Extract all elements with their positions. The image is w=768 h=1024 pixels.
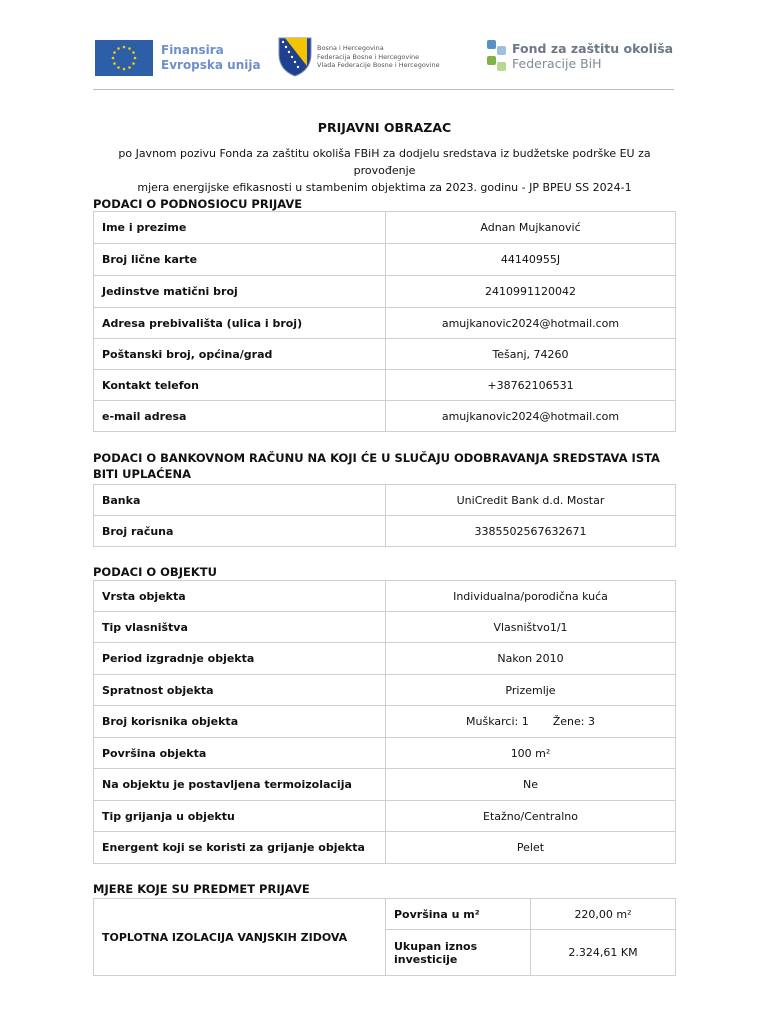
bih-logo-line3: Vlada Federacije Bosne i Hercegovine <box>317 61 440 69</box>
row-value: 100 m² <box>386 738 676 769</box>
row-label: Poštanski broj, općina/grad <box>94 339 386 370</box>
object-table <box>93 580 676 864</box>
eu-funding-logo <box>95 40 261 76</box>
bank-table <box>93 484 676 547</box>
measure-name: TOPLOTNA IZOLACIJA VANJSKIH ZIDOVA <box>94 899 386 976</box>
object-section-heading: PODACI O OBJEKTU <box>93 565 217 579</box>
row-value: 44140955J <box>386 244 676 276</box>
row-value: Nakon 2010 <box>386 643 676 675</box>
table-row <box>94 516 676 547</box>
row-value: Adnan Mujkanović <box>386 212 676 244</box>
row-label: Kontakt telefon <box>94 370 386 401</box>
table-row <box>94 769 676 801</box>
row-label: Broj korisnika objekta <box>94 706 386 738</box>
area-label: Površina u m² <box>386 899 531 930</box>
row-value: 2410991120042 <box>386 276 676 308</box>
row-label: Ime i prezime <box>94 212 386 244</box>
header-divider <box>93 89 674 90</box>
table-row <box>94 308 676 339</box>
table-row <box>94 832 676 864</box>
row-value: Etažno/Centralno <box>386 801 676 832</box>
investment-label <box>386 930 531 976</box>
row-label: Na objektu je postavljena termoizolacija <box>94 769 386 801</box>
bank-heading-line-2: BITI UPLAĆENA <box>93 467 191 481</box>
bih-government-logo <box>277 36 440 78</box>
row-label: Vrsta objekta <box>94 581 386 612</box>
intro-line-1: po Javnom pozivu Fonda za zaštitu okoliša FBiH za dodjelu sredstava iz budžetske podrške EU za provođenje <box>118 147 651 177</box>
table-row <box>94 212 676 244</box>
row-label: e-mail adresa <box>94 401 386 432</box>
row-value: Tešanj, 74260 <box>386 339 676 370</box>
row-value: Individualna/porodična kuća <box>386 581 676 612</box>
bank-heading-line-1: PODACI O BANKOVNOM RAČUNU NA KOJI ĆE U SLUČAJU ODOBRAVANJA SREDSTAVA ISTA <box>93 451 660 465</box>
measures-section-heading: MJERE KOJE SU PREDMET PRIJAVE <box>93 882 310 896</box>
row-label: Broj lične karte <box>94 244 386 276</box>
applicant-table <box>93 211 676 432</box>
row-value: Prizemlje <box>386 675 676 706</box>
fund-logo-line2: Federacije BiH <box>512 56 602 71</box>
bih-logo-line1: Bosna i Hercegovina <box>317 44 384 52</box>
row-label: Period izgradnje objekta <box>94 643 386 675</box>
row-value: amujkanovic2024@hotmail.com <box>386 308 676 339</box>
table-row <box>94 612 676 643</box>
investment-label-line-1: Ukupan iznos <box>394 939 478 953</box>
measures-table <box>93 898 676 976</box>
fund-logo-line1: Fond za zaštitu okoliša <box>512 41 674 56</box>
investment-value: 2.324,61 KM <box>531 930 676 976</box>
table-row <box>94 581 676 612</box>
row-value: Pelet <box>386 832 676 864</box>
environmental-fund-logo <box>486 38 673 74</box>
row-value: +38762106531 <box>386 370 676 401</box>
row-label: Adresa prebivališta (ulica i broj) <box>94 308 386 339</box>
men-count: Muškarci: 1 <box>466 715 529 728</box>
bih-coat-of-arms-icon <box>277 36 313 78</box>
table-row <box>94 738 676 769</box>
investment-label-line-2: investicije <box>394 952 458 966</box>
intro-line-2: mjera energijske efikasnosti u stambenim objektima za 2023. godinu - JP BPEU SS 2024-1 <box>137 181 632 194</box>
table-row <box>94 370 676 401</box>
bih-logo-line2: Federacija Bosne i Hercegovine <box>317 52 420 61</box>
document-header <box>93 34 674 90</box>
table-row <box>94 339 676 370</box>
table-row <box>94 706 676 738</box>
area-value: 220,00 m² <box>531 899 676 930</box>
table-row <box>94 276 676 308</box>
row-label: Spratnost objekta <box>94 675 386 706</box>
row-label: Površina objekta <box>94 738 386 769</box>
table-row <box>94 801 676 832</box>
applicant-section-heading: PODACI O PODNOSIOCU PRIJAVE <box>93 197 303 211</box>
table-row <box>94 485 676 516</box>
row-label: Tip grijanja u objektu <box>94 801 386 832</box>
women-count: Žene: 3 <box>552 715 595 728</box>
bank-section-heading <box>93 450 676 482</box>
row-label: Banka <box>94 485 386 516</box>
row-label: Broj računa <box>94 516 386 547</box>
row-value: Vlasništvo1/1 <box>386 612 676 643</box>
row-label: Energent koji se koristi za grijanje objekta <box>94 832 386 864</box>
table-row <box>94 899 676 930</box>
table-row <box>94 675 676 706</box>
table-row <box>94 643 676 675</box>
form-intro <box>93 145 676 196</box>
eu-flag-icon <box>95 40 153 76</box>
form-title: PRIJAVNI OBRAZAC <box>317 120 452 135</box>
row-value: Ne <box>386 769 676 801</box>
table-row <box>94 244 676 276</box>
environmental-fund-icon <box>486 38 508 74</box>
row-value: UniCredit Bank d.d. Mostar <box>386 485 676 516</box>
row-label: Jedinstve matični broj <box>94 276 386 308</box>
row-value <box>386 706 676 738</box>
row-value: 3385502567632671 <box>386 516 676 547</box>
eu-logo-text-line2: Evropska unija <box>161 58 261 72</box>
table-row <box>94 401 676 432</box>
row-value: amujkanovic2024@hotmail.com <box>386 401 676 432</box>
eu-logo-text-line1: Finansira <box>161 43 224 57</box>
row-label: Tip vlasništva <box>94 612 386 643</box>
